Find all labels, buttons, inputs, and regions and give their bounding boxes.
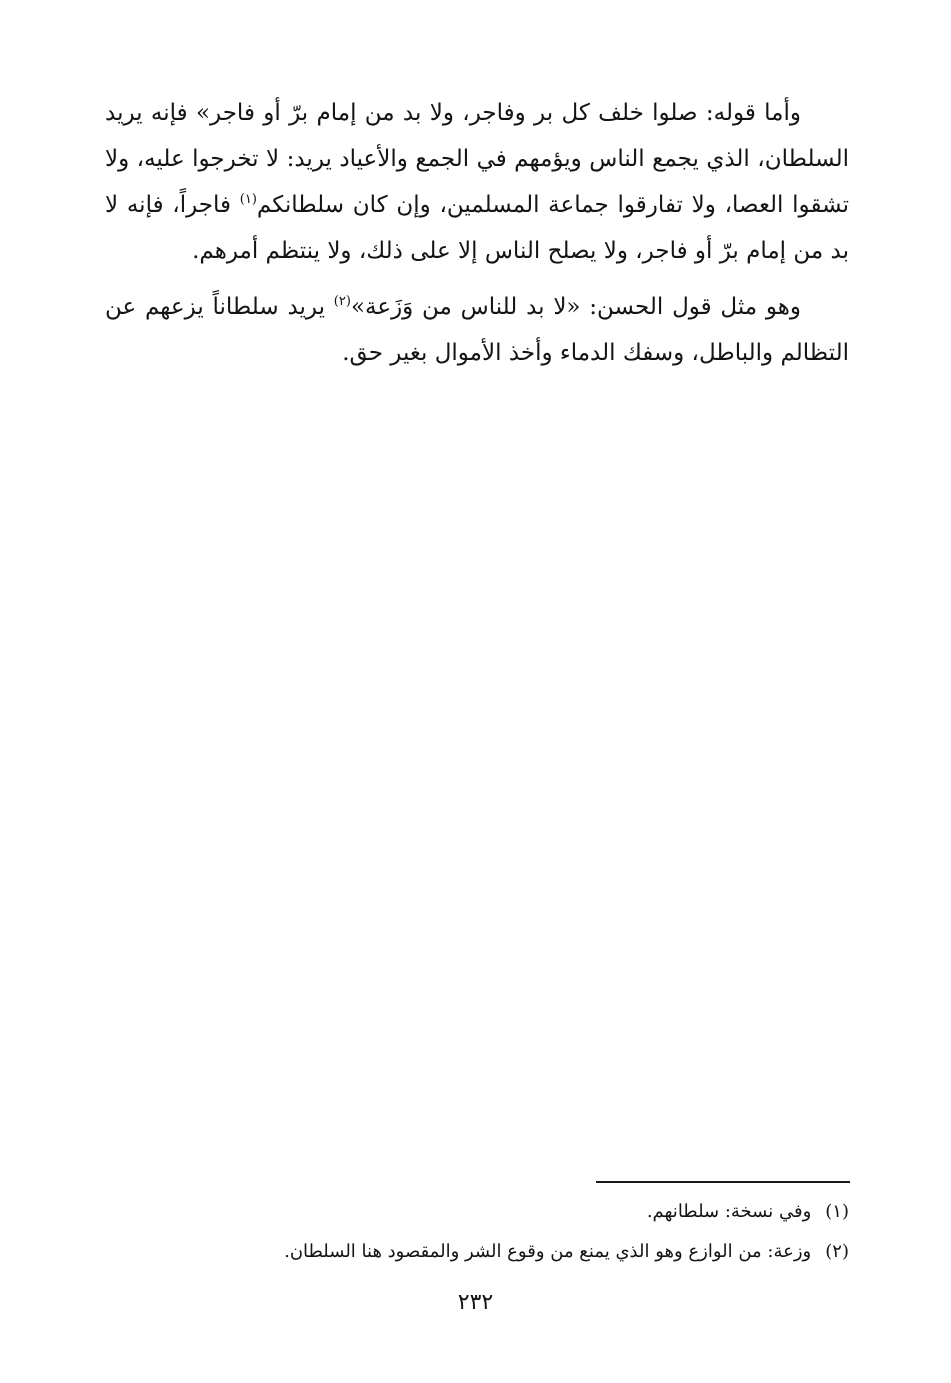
footnotes: [105, 1192, 849, 1272]
footnote-marker-2: (٢): [333, 294, 351, 309]
footnote-2: [105, 1232, 849, 1272]
main-text: [105, 90, 849, 386]
footnote-text: وفي نسخة: سلطانهم.: [646, 1201, 812, 1222]
footnote-number: (٢): [825, 1241, 849, 1262]
paragraph-2-text: وهو مثل قول الحسن: «لا بد للناس من وَزَعة»: [350, 294, 802, 320]
page-number: ٢٣٢: [457, 1290, 494, 1315]
footnote-1: [105, 1192, 849, 1232]
paragraph-2: [105, 284, 849, 376]
footnote-text: وزعة: من الوازع وهو الذي يمنع من وقوع الشر والمقصود هنا السلطان.: [284, 1241, 812, 1262]
footnote-separator: [596, 1181, 850, 1183]
paragraph-1: [105, 90, 849, 274]
footnote-number: (١): [825, 1201, 849, 1222]
footnote-marker-1: (١): [239, 192, 257, 207]
paragraph-2-continuation: يريد سلطاناً يزعهم عن التظالم والباطل، وسفك الدماء وأخذ الأموال بغير حق.: [105, 294, 849, 366]
paragraph-1-continuation: فاجراً، فإنه لا بد من إمام برّ أو فاجر، ولا يصلح الناس إلا على ذلك، ولا ينتظم أمرهم.: [105, 192, 849, 264]
paragraph-1-text: وأما قوله: صلوا خلف كل بر وفاجر، ولا بد من إمام برّ أو فاجر» فإنه يريد السلطان، الذي يجمع الناس ويؤمهم في الجمع والأعياد يريد: لا تخرجوا عليه، ولا تشقوا العصا، ولا تفارقوا جماعة المسلمين، وإن كان سلطانكم: [105, 100, 849, 218]
